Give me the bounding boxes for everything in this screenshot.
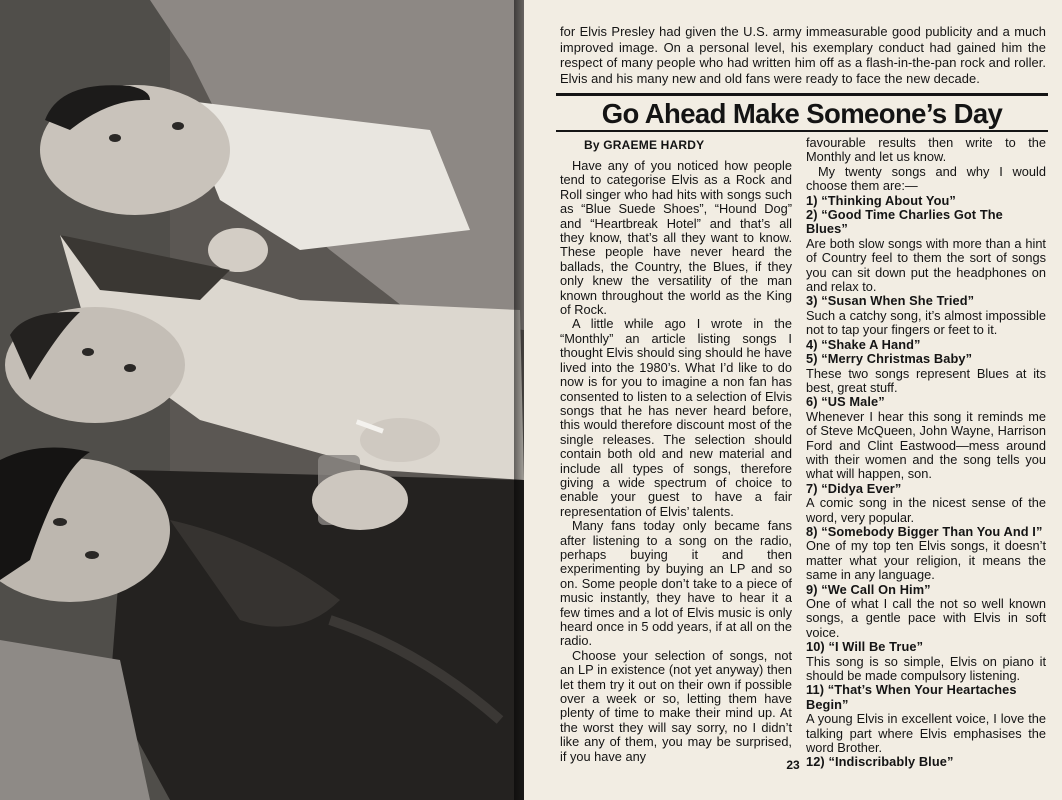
headline-rule-top <box>556 93 1048 96</box>
song-title: 8) “Somebody Bigger Than You And I” <box>806 523 1043 539</box>
headline-rule-bottom <box>556 130 1048 132</box>
song-description: This song is so simple, Elvis on piano it should be made compulsory listening. <box>806 653 1046 684</box>
song-title: 2) “Good Time Charlies Got The Blues” <box>806 207 1003 237</box>
article-headline: Go Ahead Make Someone’s Day <box>601 98 1003 129</box>
song-description: Whenever I hear this song it reminds me of Steve McQueen, John Wayne, Harrison Ford and Clint Eastwood—mess around with their women and the song tells you what will happen, son. <box>806 408 1046 482</box>
article-column-1 <box>560 158 792 764</box>
song-description: One of what I call the not so well known songs, a gentle pace with Elvis in soft voice. <box>806 596 1046 640</box>
song-description: Such a catchy song, it’s almost impossible not to tap your fingers or feet to it. <box>806 307 1046 338</box>
song-title: 9) “We Call On Him” <box>806 581 931 597</box>
song-title: 11) “That’s When Your Heartaches Begin” <box>806 682 1017 712</box>
song-description: A young Elvis in excellent voice, I love the talking part where Elvis emphasises the word Brother. <box>806 711 1046 756</box>
hand-top <box>208 228 268 272</box>
song-title: 7) “Didya Ever” <box>806 480 902 496</box>
leather-jacket <box>110 470 524 800</box>
song-description: These two songs represent Blues at its best, great stuff. <box>806 365 1046 395</box>
article-intro-text: for Elvis Presley had given the U.S. army immeasurable good publicity and a much improved image. On a personal level, his exemplary conduct had gained him the respect of many people who had written him off as a flash-in-the-pan rock and roller. Elvis and his many new and old fans were ready to face the new decade. <box>560 24 1046 86</box>
photograph <box>0 0 524 800</box>
song-title: 12) “Indiscribably Blue” <box>806 754 954 770</box>
paragraph: A little while ago I wrote in the “Monthly” an article listing songs I thought Elvis should sing should he have lived into the 1980’s. What I’d like to do now is for you to imagine a non fan has consented to listen to a selection of Elvis songs that he has never heard before, this would therefore discount most of the single releases. The selection should contain both old and new material and include all types of songs, therefore giving a wide spectrum of choice to enable your guest to have a fair representation of Elvis’ talents. <box>560 316 792 519</box>
song-title: 10) “I Will Be True” <box>806 639 924 655</box>
photo-illustration <box>0 0 524 800</box>
song-description: Are both slow songs with more than a hint of Country feel to them the sort of songs you can sit down put the headphones on and relax to. <box>806 235 1046 295</box>
page-number: 23 <box>786 758 800 772</box>
article-column-2 <box>806 135 1046 770</box>
paragraph: Choose your selection of songs, not an LP in existence (not yet anyway) then let them try it out on their own if possible over a week or so, letting them have plenty of time to make their mind up. At the worst they will say sorry, no I didn’t like any of them, you may be surprised, if you have any <box>560 647 792 764</box>
song-title: 5) “Merry Christmas Baby” <box>806 351 973 367</box>
song-title: 6) “US Male” <box>806 394 885 410</box>
article-byline: By GRAEME HARDY <box>584 138 705 152</box>
song-description: One of my top ten Elvis songs, it doesn’t matter what your religion, it means the same in any language. <box>806 538 1046 583</box>
paragraph: Have any of you noticed how people tend to categorise Elvis as a Rock and Roll singer who had hits with songs such as “Blue Suede Shoes”, “Hound Dog” and “Heartbreak Hotel” and that’s all they know, that’s all they want to know. These people have never heard the ballads, the Country, the Blues, if they only knew the versatility of the man known throughout the world as the King of Rock. <box>560 158 792 318</box>
article-page <box>524 0 1062 800</box>
hand-glass <box>312 470 408 530</box>
song-title: 4) “Shake A Hand” <box>806 336 921 352</box>
song-description: A comic song in the nicest sense of the word, very popular. <box>806 495 1046 525</box>
song-title: 1) “Thinking About You” <box>806 192 956 208</box>
paragraph: Many fans today only became fans after listening to a song on the radio, perhaps buying it and then experimenting by buying an LP and so on. Some people don’t take to a piece of music instantly, they have to hear it a few times and a lot of Elvis music is only heard once in 5 odd years, if at all on the radio. <box>560 518 792 649</box>
paragraph: My twenty songs and why I would choose them are:— <box>806 163 1046 194</box>
song-title: 3) “Susan When She Tried” <box>806 293 975 309</box>
paragraph: favourable results then write to the Monthly and let us know. <box>806 135 1046 165</box>
